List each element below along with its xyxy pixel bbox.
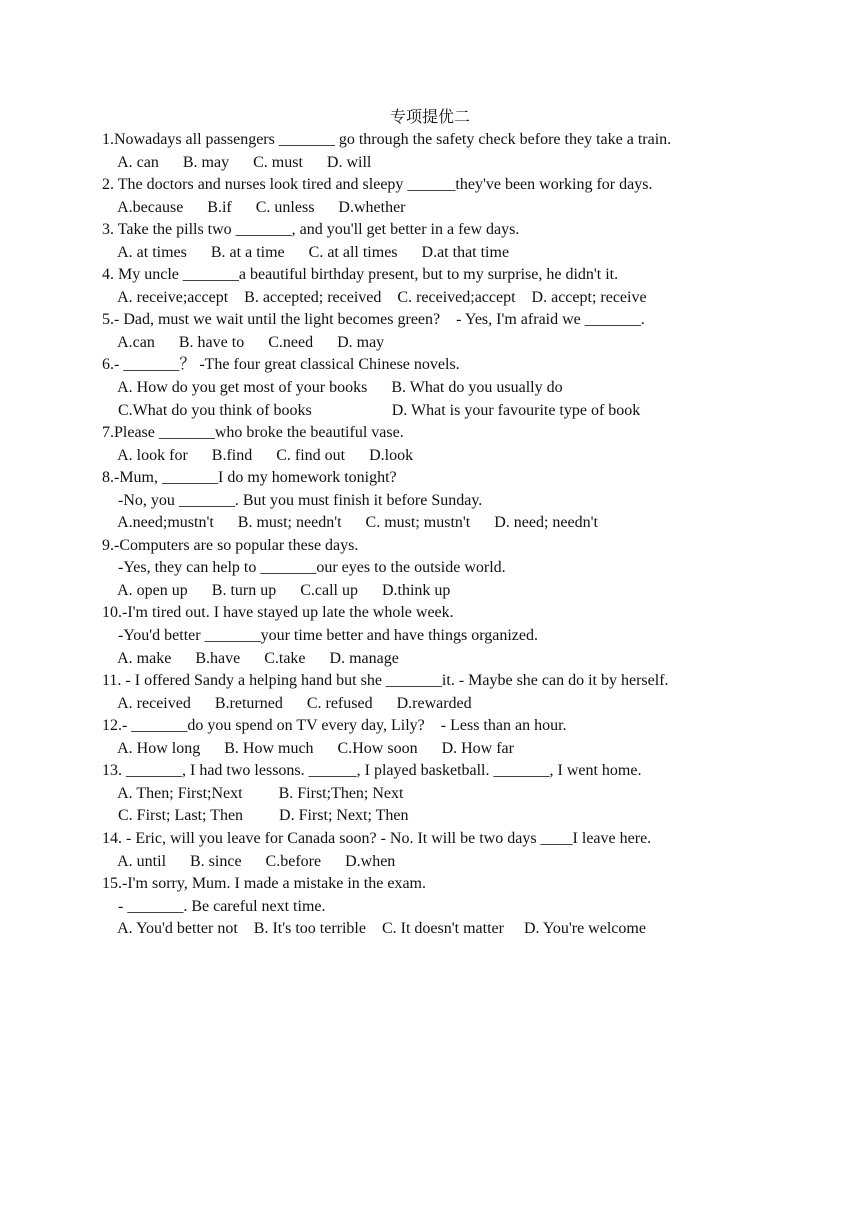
question-line: 1.Nowadays all passengers _______ go through the safety check before they take a train. bbox=[102, 131, 672, 148]
answer-line: A. until B. since C.before D.when bbox=[102, 852, 396, 870]
question-line: 7.Please _______who broke the beautiful vase. bbox=[102, 424, 404, 442]
answer-line: C.What do you think of books D. What is your favourite type of book bbox=[102, 401, 641, 419]
answer-line: A. Then; First;Next B. First;Then; Next bbox=[102, 784, 404, 802]
question-line: 4. My uncle _______a beautiful birthday present, but to my surprise, he didn't it. bbox=[102, 266, 619, 284]
question-line: 14. - Eric, will you leave for Canada soon? - No. It will be two days ____I leave here. bbox=[102, 829, 652, 847]
question-line: 15.-I'm sorry, Mum. I made a mistake in the exam. bbox=[102, 875, 426, 893]
question-line: 8.-Mum, _______I do my homework tonight? bbox=[102, 469, 397, 487]
answer-line: A. look for B.find C. find out D.look bbox=[102, 446, 414, 464]
answer-line: A. can B. may C. must D. will bbox=[102, 153, 372, 171]
question-line: 6.- _______？ -The four great classical Chinese novels. bbox=[102, 356, 460, 374]
question-line: 5.- Dad, must we wait until the light becomes green? - Yes, I'm afraid we _______. bbox=[102, 311, 645, 329]
answer-line: A.need;mustn't B. must; needn't C. must; mustn't D. need; needn't bbox=[102, 514, 598, 532]
answer-line: -Yes, they can help to _______our eyes to the outside world. bbox=[102, 559, 506, 577]
answer-line: A. receive;accept B. accepted; received C. received;accept D. accept; receive bbox=[102, 288, 647, 306]
answer-line: A.because B.if C. unless D.whether bbox=[102, 198, 406, 216]
answer-line: - _______. Be careful next time. bbox=[102, 897, 326, 915]
answer-line: A. at times B. at a time C. at all times D.at that time bbox=[102, 243, 510, 261]
answer-line: A. How long B. How much C.How soon D. How far bbox=[102, 739, 514, 757]
answer-line: A. You'd better not B. It's too terrible C. It doesn't matter D. You're welcome bbox=[102, 920, 646, 938]
question-line: 10.-I'm tired out. I have stayed up late the whole week. bbox=[102, 604, 454, 622]
question-line: 2. The doctors and nurses look tired and sleepy ______they've been working for days. bbox=[102, 176, 653, 194]
answer-line: C. First; Last; Then D. First; Next; Then bbox=[102, 807, 409, 825]
answer-line: A. How do you get most of your books B. What do you usually do bbox=[102, 379, 563, 397]
question-line: 12.- _______do you spend on TV every day, Lily? - Less than an hour. bbox=[102, 717, 567, 735]
question-line: 9.-Computers are so popular these days. bbox=[102, 536, 359, 554]
answer-line: -You'd better _______your time better and have things organized. bbox=[102, 627, 538, 645]
answer-line: A. open up B. turn up C.call up D.think up bbox=[102, 581, 451, 599]
question-line: 13. _______, I had two lessons. ______, I played basketball. _______, I went home. bbox=[102, 762, 642, 780]
answer-line: A.can B. have to C.need D. may bbox=[102, 333, 385, 351]
answer-line: -No, you _______. But you must finish it before Sunday. bbox=[102, 491, 483, 509]
answer-line: A. make B.have C.take D. manage bbox=[102, 649, 399, 667]
answer-line: A. received B.returned C. refused D.rewarded bbox=[102, 694, 472, 712]
exercise-content bbox=[102, 129, 842, 941]
question-line: 11. - I offered Sandy a helping hand but she _______it. - Maybe she can do it by herself. bbox=[102, 672, 669, 690]
page-title: 专项提优二 bbox=[389, 107, 470, 126]
question-line: 3. Take the pills two _______, and you'll get better in a few days. bbox=[102, 221, 520, 239]
